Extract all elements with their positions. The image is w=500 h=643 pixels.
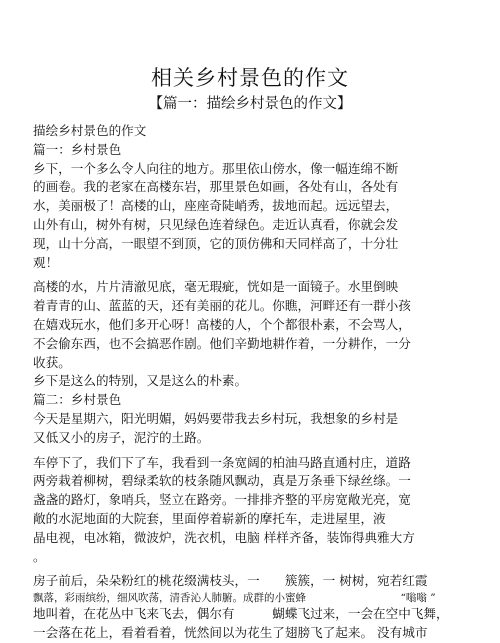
paragraph-line: 敞的水泥地面的大院套，里面停着崭新的摩托车，走进屋里，液 [33,510,386,526]
paragraph-line: 又低又小的房子，泥泞的土路。 [33,429,210,445]
paragraph-line: 现，山十分高，一眼望不到顶，它的顶仿佛和天同样高了，十分壮 [33,235,399,251]
paragraph-line-small: 飘落，彩雨缤纷，细风吹荡，清香沁人肺腑。成群的小蜜蜂 “嗡嗡 ” [33,592,436,605]
paragraph-line: 一会落在花上，看着看着，恍然间以为花生了翅膀飞了起来。 没有城市 [33,624,428,640]
paragraph-line: 乡下，一个多么令人向往的地方。那里依山傍水，像一幅连绵不断 [33,160,399,176]
paragraph-line: 山外有山，树外有树，只见绿色连着绿色。走近认真看，你就会发 [33,216,399,232]
paragraph-line: 高楼的水，片片清澈见底，毫无瑕疵，恍如是一面镜子。水里倒映 [33,279,399,295]
section-subheading: 篇二：乡村景色 [33,392,122,408]
paragraph-line: 地叫着，在花丛中飞来飞去，偶尔有 蝴蝶飞过来，一会在空中飞舞， [33,606,449,622]
paragraph-line: 房子前后，朵朵粉红的桃花缀满枝头，一 簇簇，一 树树，宛若红霞 [33,573,428,589]
document-title: 相关乡村景色的作文 [151,66,349,90]
paragraph-line: 。 [33,548,46,564]
section-heading: 描绘乡村景色的作文 [33,123,147,138]
document-body [33,122,453,643]
paragraph-line: 晶电视，电冰箱，微波炉，洗衣机，电脑 样样齐备，装饰得典雅大方 [33,529,415,545]
paragraph-line: 的画卷。我的老家在高楼东岩，那里景色如画，各处有山，各处有 [33,179,399,195]
document-subtitle: 【篇一：描绘乡村景色的作文】 [148,96,352,112]
paragraph-line: 水，美丽极了！高楼的山，座座奇陡峭秀，拔地而起。远远望去， [33,198,399,214]
paragraph-line: 乡下是这么的特别，又是这么的朴素。 [33,373,248,389]
paragraph-line: 盏盏的路灯，象哨兵，竖立在路旁。一排排齐整的平房宽敞光亮，宽 [33,492,411,508]
paragraph-line: 车停下了，我们下了车，我看到一条宽阔的柏油马路直通村庄，道路 [33,454,411,470]
paragraph-line: 着青青的山、蓝蓝的天，还有美丽的花儿。你瞧，河畔还有一群小孩 [33,298,411,314]
paragraph-line: 在嬉戏玩水，他们多开心呀！高楼的人，个个都很朴素，不会骂人， [33,316,411,332]
paragraph-line: 今天是星期六，阳光明媚，妈妈要带我去乡村玩，我想象的乡村是 [33,410,399,426]
section-subheading: 篇一：乡村景色 [33,141,122,157]
paragraph-line: 不会偷东西，也不会搞恶作剧。他们辛勤地耕作着，一分耕作，一分 [33,335,411,351]
paragraph-line: 观！ [33,254,59,270]
paragraph-line: 两旁栽着柳树，碧绿柔软的枝条随风飘动，真是万条垂下绿丝绦。一 [33,473,411,489]
paragraph-line: 收获。 [33,354,71,370]
